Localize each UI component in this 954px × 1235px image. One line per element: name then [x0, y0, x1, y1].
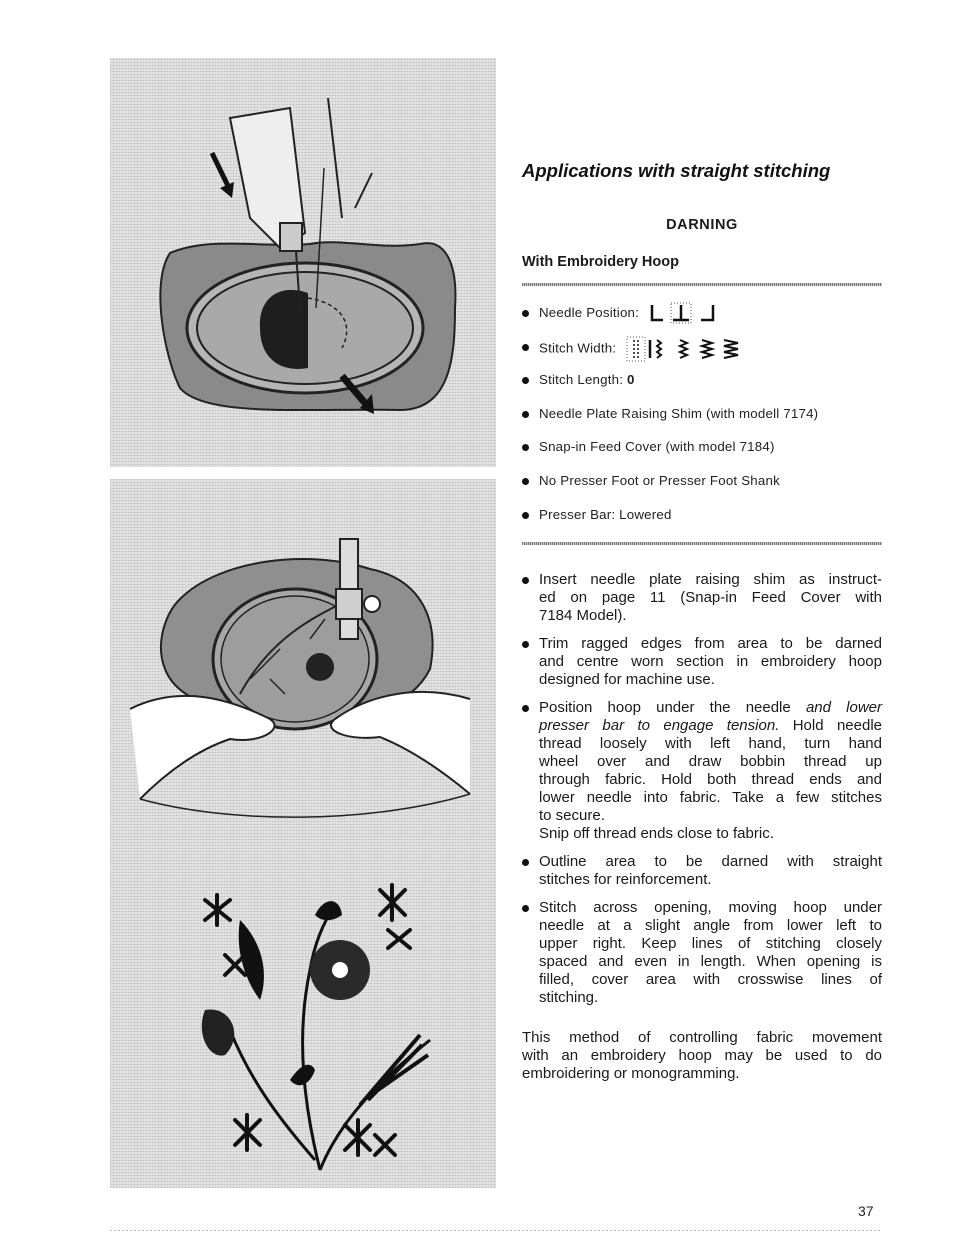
bullet-icon	[522, 859, 529, 866]
emphasis-text: and lower	[805, 699, 882, 716]
text-line: Outline area to be darned with straight	[539, 853, 882, 870]
text-line: through fabric. Hold both thread ends and	[539, 771, 882, 788]
bullet-icon	[522, 377, 529, 384]
text-line: Snip off thread ends close to fabric.	[539, 825, 774, 842]
text-line: and centre worn section in embroidery hoop	[539, 653, 882, 670]
page-title: Applications with straight stitching	[522, 160, 831, 181]
text-line: filled, cover area with crosswise lines of	[539, 971, 882, 988]
text-line	[539, 717, 882, 735]
page-number: 37	[858, 1203, 874, 1219]
text-line: 7184 Model).	[539, 607, 627, 624]
bullet-icon	[522, 344, 529, 351]
hoop-hands-illustration	[110, 479, 496, 859]
spec-label: Presser Bar: Lowered	[539, 506, 672, 522]
darning-machine-illustration	[110, 58, 496, 467]
section-heading: DARNING	[666, 217, 738, 233]
text-line: needle at a slight angle from lower left to	[539, 917, 882, 934]
text-line: with an embroidery hoop may be used to do	[522, 1047, 882, 1064]
text-line: thread loosely with left hand, turn hand	[539, 735, 882, 752]
bullet-icon	[522, 512, 529, 519]
spec-needle-position	[522, 302, 884, 336]
stitch-width-icon	[626, 336, 746, 362]
panel-divider	[110, 467, 496, 479]
bullet-icon	[522, 577, 529, 584]
instruction-step-2	[522, 635, 882, 689]
embroidery-flower-illustration	[110, 860, 496, 1180]
bullet-icon	[522, 905, 529, 912]
scan-edge	[110, 1230, 880, 1231]
instruction-step-1	[522, 571, 882, 625]
instruction-step-4	[522, 853, 882, 889]
text-line: spaced and even in length. When opening is	[539, 953, 882, 970]
spec-stitch-length	[522, 369, 884, 403]
text-line: stitching.	[539, 989, 599, 1006]
text-line: Trim ragged edges from area to be darned	[539, 635, 882, 652]
text-line: This method of controlling fabric movement	[522, 1029, 882, 1046]
top-divider	[522, 283, 882, 286]
bullet-icon	[522, 478, 529, 485]
instruction-step-5	[522, 899, 882, 1007]
instructions-list	[522, 571, 882, 1017]
bullet-icon	[522, 310, 529, 317]
spec-label: Needle Plate Raising Shim (with modell 7174)	[539, 405, 819, 421]
spec-label: Stitch Width:	[539, 340, 617, 356]
spec-label: Stitch Length:	[539, 372, 624, 388]
text-line: Insert needle plate raising shim as instruct-	[539, 571, 882, 588]
spec-shim	[522, 403, 884, 437]
text-line: designed for machine use.	[539, 671, 715, 688]
needle-position-icon	[649, 302, 719, 324]
text-line: upper right. Keep lines of stitching closely	[539, 935, 882, 952]
bottom-divider	[522, 542, 882, 545]
spec-presser-bar	[522, 504, 884, 538]
text-line	[539, 699, 882, 717]
spec-label: Needle Position:	[539, 305, 640, 320]
spec-feed-cover	[522, 436, 884, 470]
text-run: Hold needle	[779, 717, 883, 734]
text-line: to secure.	[539, 807, 605, 824]
sub-heading: With Embroidery Hoop	[522, 254, 679, 270]
text-line: lower needle into fabric. Take a few stitches	[539, 789, 882, 806]
spec-label: Snap-in Feed Cover (with model 7184)	[539, 439, 775, 455]
instruction-step-3	[522, 699, 882, 843]
spec-label: No Presser Foot or Presser Foot Shank	[539, 472, 780, 488]
spec-presser-foot	[522, 470, 884, 504]
text-line: ed on page 11 (Snap-in Feed Cover with	[539, 589, 882, 606]
bullet-icon	[522, 411, 529, 418]
spec-stitch-width	[522, 336, 884, 370]
text-line: wheel over and draw bobbin thread up	[539, 753, 882, 770]
text-line: stitches for reinforcement.	[539, 871, 712, 888]
bullet-icon	[522, 641, 529, 648]
spec-value: 0	[627, 372, 635, 388]
text-line: embroidering or monogramming.	[522, 1065, 740, 1082]
settings-list	[522, 302, 884, 537]
text-line: Stitch across opening, moving hoop under	[539, 899, 882, 916]
closing-paragraph	[522, 1029, 882, 1083]
bullet-icon	[522, 444, 529, 451]
text-run: Position hoop under the needle	[539, 699, 806, 716]
bullet-icon	[522, 705, 529, 712]
emphasis-text: presser bar to engage tension.	[539, 717, 780, 734]
